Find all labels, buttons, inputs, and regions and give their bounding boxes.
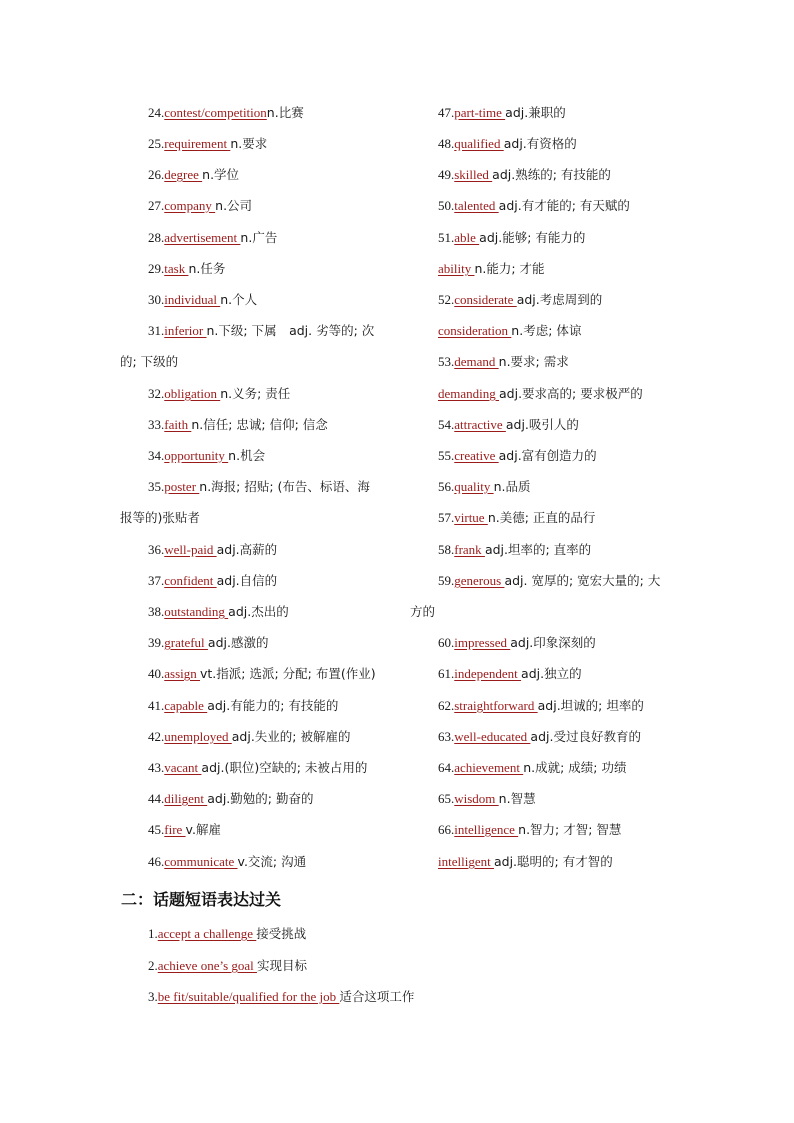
answer-word: qualified xyxy=(454,136,504,151)
definition: n.智慧 xyxy=(498,791,536,806)
definition: adj.勤勉的; 勤奋的 xyxy=(207,791,314,806)
item-number: 40. xyxy=(148,666,165,681)
definition: adj.熟练的; 有技能的 xyxy=(492,167,611,182)
answer-word: obligation xyxy=(164,386,221,401)
answer-word: faith xyxy=(164,417,192,432)
answer-word: capable xyxy=(164,698,208,713)
definition: n.广告 xyxy=(240,230,278,245)
item-number: 39. xyxy=(148,635,165,650)
phrase-item xyxy=(148,958,307,974)
list-item xyxy=(438,417,579,433)
list-item xyxy=(148,386,290,402)
definition: adj.能够; 有能力的 xyxy=(479,230,586,245)
item-number: 47. xyxy=(438,105,455,120)
definition: adj.富有创造力的 xyxy=(498,448,597,463)
item-number: 3. xyxy=(148,989,158,1004)
list-item-continuation xyxy=(120,510,200,526)
list-item xyxy=(148,698,338,714)
list-item xyxy=(438,698,644,714)
definition: n.要求 xyxy=(230,136,268,151)
definition: n.任务 xyxy=(188,261,226,276)
list-item xyxy=(438,729,641,745)
answer-word: virtue xyxy=(454,510,488,525)
list-item xyxy=(148,854,306,870)
answer-word: able xyxy=(454,230,480,245)
answer-word: wisdom xyxy=(454,791,499,806)
item-number: 26. xyxy=(148,167,165,182)
definition: adj.印象深刻的 xyxy=(510,635,596,650)
answer-word: intelligence xyxy=(454,822,519,837)
definition: adj.聪明的; 有才智的 xyxy=(493,854,613,869)
answer-word: unemployed xyxy=(164,729,232,744)
item-number: 38. xyxy=(148,604,165,619)
item-number: 25. xyxy=(148,136,165,151)
definition: 适合这项工作 xyxy=(339,989,415,1004)
answer-word: impressed xyxy=(454,635,511,650)
item-number: 29. xyxy=(148,261,165,276)
list-item xyxy=(438,760,626,776)
answer-word: quality xyxy=(454,479,494,494)
answer-word: consideration xyxy=(438,323,512,338)
item-number: 33. xyxy=(148,417,165,432)
definition: adj.兼职的 xyxy=(505,105,566,120)
list-item xyxy=(438,292,602,308)
list-item xyxy=(438,105,566,121)
answer-word: ability xyxy=(438,261,475,276)
item-number: 31. xyxy=(148,323,165,338)
list-item xyxy=(148,760,367,776)
answer-word: requirement xyxy=(164,136,231,151)
answer-word: generous xyxy=(454,573,505,588)
definition: n.要求; 需求 xyxy=(498,354,569,369)
definition: n.成就; 成绩; 功绩 xyxy=(523,760,627,775)
item-number: 58. xyxy=(438,542,455,557)
answer-word: inferior xyxy=(164,323,207,338)
definition: adj.吸引人的 xyxy=(505,417,579,432)
item-number: 60. xyxy=(438,635,455,650)
list-item xyxy=(148,136,267,152)
item-number: 32. xyxy=(148,386,165,401)
list-item xyxy=(438,230,585,246)
item-number: 61. xyxy=(438,666,455,681)
item-number: 48. xyxy=(438,136,455,151)
item-number: 44. xyxy=(148,791,165,806)
list-item xyxy=(148,542,277,558)
definition: vt.指派; 选派; 分配; 布置(作业) xyxy=(200,666,376,681)
list-item xyxy=(148,479,370,495)
list-item xyxy=(148,822,221,838)
list-item xyxy=(438,791,536,807)
definition: 的; 下级的 xyxy=(120,354,179,369)
answer-word: demand xyxy=(454,354,499,369)
item-number: 59. xyxy=(438,573,455,588)
item-number: 51. xyxy=(438,230,455,245)
item-number: 56. xyxy=(438,479,455,494)
item-number: 53. xyxy=(438,354,455,369)
answer-word: vacant xyxy=(164,760,202,775)
list-item xyxy=(148,729,351,745)
answer-phrase: be fit/suitable/qualified for the job xyxy=(157,989,340,1004)
definition: n.机会 xyxy=(228,448,266,463)
definition: adj.(职位)空缺的; 未被占用的 xyxy=(201,760,368,775)
definition: adj.杰出的 xyxy=(228,604,289,619)
item-number: 52. xyxy=(438,292,455,307)
item-number: 27. xyxy=(148,198,165,213)
list-item xyxy=(438,573,660,589)
list-item xyxy=(148,261,225,277)
answer-word: creative xyxy=(454,448,499,463)
item-number: 34. xyxy=(148,448,165,463)
list-item xyxy=(438,198,630,214)
list-item xyxy=(438,666,582,682)
list-item xyxy=(438,323,581,339)
answer-word: intelligent xyxy=(438,854,494,869)
item-number: 41. xyxy=(148,698,165,713)
definition: adj.失业的; 被解雇的 xyxy=(231,729,351,744)
list-item xyxy=(148,230,277,246)
definition: n.个人 xyxy=(220,292,258,307)
definition: n.比赛 xyxy=(266,105,304,120)
item-number: 54. xyxy=(438,417,455,432)
definition: n.信任; 忠诚; 信仰; 信念 xyxy=(191,417,328,432)
answer-word: assign xyxy=(164,666,200,681)
item-number: 64. xyxy=(438,760,455,775)
definition: 接受挑战 xyxy=(256,926,307,941)
list-item-continuation xyxy=(410,604,435,620)
answer-word: straightforward xyxy=(454,698,538,713)
definition: n.美德; 正直的品行 xyxy=(487,510,596,525)
list-item xyxy=(438,448,597,464)
answer-word: company xyxy=(164,198,216,213)
item-number: 37. xyxy=(148,573,165,588)
answer-word: outstanding xyxy=(164,604,229,619)
answer-word: frank xyxy=(454,542,485,557)
definition: v.解雇 xyxy=(185,822,221,837)
phrase-item xyxy=(148,989,414,1005)
list-item xyxy=(148,198,252,214)
answer-word: diligent xyxy=(164,791,208,806)
item-number: 35. xyxy=(148,479,165,494)
item-number: 65. xyxy=(438,791,455,806)
definition: adj.感激的 xyxy=(207,635,269,650)
item-number: 24. xyxy=(148,105,165,120)
list-item xyxy=(148,448,265,464)
item-number: 62. xyxy=(438,698,455,713)
answer-word: advertisement xyxy=(164,230,241,245)
answer-word: opportunity xyxy=(164,448,229,463)
definition: adj.有能力的; 有技能的 xyxy=(207,698,339,713)
list-item xyxy=(148,105,304,121)
list-item xyxy=(438,854,613,870)
item-number: 42. xyxy=(148,729,165,744)
answer-word: poster xyxy=(164,479,200,494)
item-number: 36. xyxy=(148,542,165,557)
list-item xyxy=(438,822,621,838)
answer-word: confident xyxy=(164,573,217,588)
list-item xyxy=(148,323,374,339)
answer-word: well-paid xyxy=(164,542,217,557)
item-number: 28. xyxy=(148,230,165,245)
item-number: 43. xyxy=(148,760,165,775)
list-item xyxy=(438,635,596,651)
answer-word: task xyxy=(164,261,189,276)
list-item xyxy=(438,261,545,277)
definition: adj.坦率的; 直率的 xyxy=(484,542,592,557)
answer-word: grateful xyxy=(164,635,208,650)
item-number: 45. xyxy=(148,822,165,837)
definition: n.能力; 才能 xyxy=(474,261,545,276)
answer-word: degree xyxy=(164,167,203,182)
definition: n.下级; 下属 adj. 劣等的; 次 xyxy=(206,323,375,338)
answer-word: considerate xyxy=(454,292,517,307)
definition: 报等的)张贴者 xyxy=(120,510,200,525)
definition: adj.独立的 xyxy=(521,666,582,681)
item-number: 57. xyxy=(438,510,455,525)
definition: 实现目标 xyxy=(257,958,308,973)
definition: adj.坦诚的; 坦率的 xyxy=(537,698,644,713)
definition: adj.自信的 xyxy=(216,573,278,588)
answer-word: achievement xyxy=(454,760,524,775)
list-item xyxy=(438,479,531,495)
answer-word: communicate xyxy=(164,854,238,869)
definition: n.海报; 招贴; (布告、标语、海 xyxy=(199,479,370,494)
definition: adj.受过良好教育的 xyxy=(530,729,641,744)
answer-phrase: achieve one’s goal xyxy=(157,958,258,973)
definition: n.品质 xyxy=(493,479,531,494)
answer-word: individual xyxy=(164,292,221,307)
answer-phrase: accept a xyxy=(157,926,200,941)
list-item xyxy=(438,136,577,152)
answer-word: independent xyxy=(454,666,522,681)
section-heading: 二：话题短语表达过关 xyxy=(121,890,282,909)
item-number: 55. xyxy=(438,448,455,463)
list-item xyxy=(438,386,643,402)
list-item xyxy=(438,354,569,370)
answer-word: part-time xyxy=(454,105,506,120)
definition: adj.有才能的; 有天赋的 xyxy=(498,198,630,213)
item-number: 49. xyxy=(438,167,455,182)
answer-word: demanding xyxy=(438,386,500,401)
list-item xyxy=(148,167,239,183)
item-number: 50. xyxy=(438,198,455,213)
definition: adj. 宽厚的; 宽宏大量的; 大 xyxy=(504,573,661,588)
definition: adj.要求高的; 要求极严的 xyxy=(499,386,643,401)
list-item-continuation xyxy=(120,354,178,370)
definition: adj.考虑周到的 xyxy=(516,292,603,307)
list-item xyxy=(148,573,277,589)
answer-word: talented xyxy=(454,198,499,213)
list-item xyxy=(148,666,376,682)
definition: adj.有资格的 xyxy=(503,136,577,151)
item-number: 63. xyxy=(438,729,455,744)
list-item xyxy=(438,510,595,526)
definition: n.公司 xyxy=(215,198,253,213)
definition: n.智力; 才智; 智慧 xyxy=(518,822,622,837)
definition: adj.高薪的 xyxy=(216,542,278,557)
answer-word: skilled xyxy=(454,167,493,182)
definition: v.交流; 沟通 xyxy=(237,854,307,869)
item-number: 30. xyxy=(148,292,165,307)
item-number: 2. xyxy=(148,958,158,973)
list-item xyxy=(148,292,257,308)
definition: n.考虑; 体谅 xyxy=(511,323,582,338)
phrase-item xyxy=(148,926,306,942)
definition: n.义务; 责任 xyxy=(220,386,291,401)
item-number: 46. xyxy=(148,854,165,869)
item-number: 1. xyxy=(148,926,158,941)
definition: n.学位 xyxy=(202,167,240,182)
answer-word: contest/competition xyxy=(164,105,267,120)
answer-word: attractive xyxy=(454,417,506,432)
list-item xyxy=(148,417,328,433)
list-item xyxy=(438,167,611,183)
list-item xyxy=(148,791,313,807)
definition: 方的 xyxy=(410,604,436,619)
list-item xyxy=(148,635,268,651)
list-item xyxy=(148,604,289,620)
item-number: 66. xyxy=(438,822,455,837)
list-item xyxy=(438,542,591,558)
answer-word: well-educated xyxy=(454,729,531,744)
answer-phrase: challenge xyxy=(199,926,257,941)
answer-word: fire xyxy=(164,822,186,837)
